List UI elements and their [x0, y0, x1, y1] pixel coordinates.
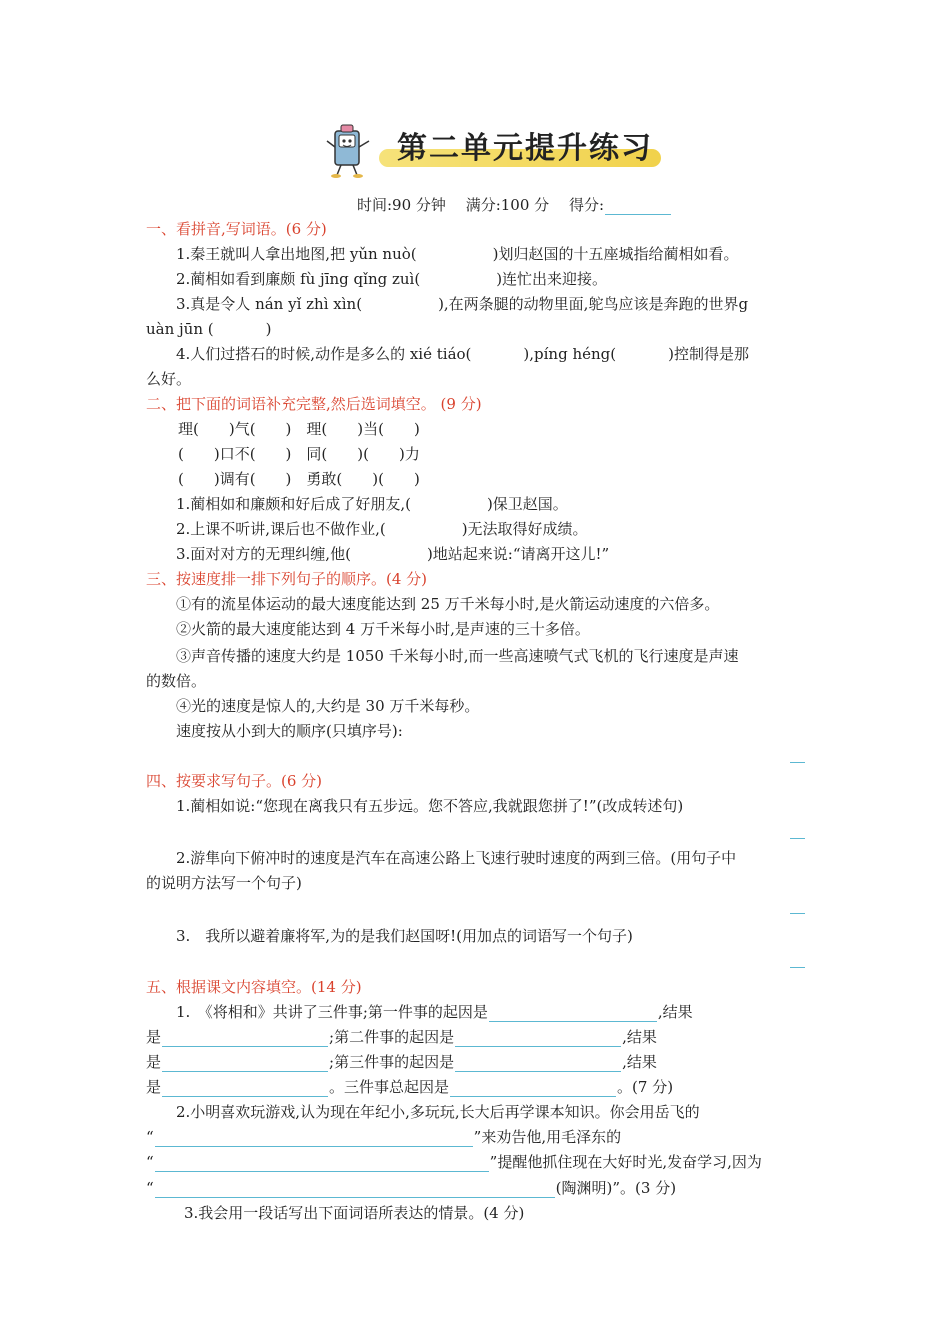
book-mascot-icon: [323, 123, 375, 179]
answer-underline[interactable]: [155, 1183, 555, 1198]
answer-underline[interactable]: [455, 1057, 621, 1072]
s2-words-row-2: ( )口不( ) 同( )( )力: [178, 445, 420, 463]
s4-question-2: 2.游隼向下俯冲时的速度是汽车在高速公路上飞速行驶时速度的两到三倍。(用句子中: [176, 849, 737, 867]
s5-part-2-line-b: “ ”来劝告他,用毛泽东的: [146, 1128, 622, 1146]
section-3-heading: 三、按速度排一排下列句子的顺序。(4 分): [146, 570, 428, 588]
answer-underline[interactable]: [162, 1082, 328, 1097]
s3-item-3: ③声音传播的速度大约是 1050 千米每小时,而一些高速喷气式飞机的飞行速度是声速: [176, 647, 739, 665]
s1-question-2: 2.蔺相如看到廉颇 fù jīng qǐng zuì( )连忙出来迎接。: [176, 270, 608, 288]
s1-question-4: 4.人们过搭石的时候,动作是多么的 xié tiáo( ),píng héng( )控制得是那: [176, 345, 749, 363]
answer-underline[interactable]: [162, 1032, 328, 1047]
s3-item-3-cont: 的数倍。: [146, 672, 207, 690]
s2-fill-2: 2.上课不听讲,课后也不做作业,( )无法取得好成绩。: [176, 520, 588, 538]
score-label: 得分:: [568, 196, 604, 214]
section-4-heading: 四、按要求写句子。(6 分): [146, 772, 323, 790]
answer-line-end[interactable]: [790, 913, 805, 914]
s3-item-4: ④光的速度是惊人的,大约是 30 万千米每秒。: [176, 697, 480, 715]
answer-underline[interactable]: [450, 1082, 616, 1097]
s3-order-prompt: 速度按从小到大的顺序(只填序号):: [176, 722, 403, 740]
answer-line-end[interactable]: [790, 838, 805, 839]
s1-question-1: 1.秦王就叫人拿出地图,把 yǔn nuò( )划归赵国的十五座城指给蔺相如看。: [176, 245, 739, 263]
s5-part-2-line-d: “ (陶渊明)”。(3 分): [146, 1179, 677, 1197]
s5-part-3: 3.我会用一段话写出下面词语所表达的情景。(4 分): [184, 1204, 525, 1222]
full-score: 满分:100 分: [465, 196, 550, 214]
answer-underline[interactable]: [155, 1132, 473, 1147]
answer-underline[interactable]: [489, 1007, 657, 1022]
s4-question-2-cont: 的说明方法写一个句子): [146, 874, 302, 892]
section-5-heading: 五、根据课文内容填空。(14 分): [146, 978, 362, 996]
s4-question-1: 1.蔺相如说:“您现在离我只有五步远。您不答应,我就跟您拼了!”(改成转述句): [176, 797, 684, 815]
page-title: 第二单元提升练习: [397, 131, 653, 166]
s5-line-4: 是 。三件事总起因是 。(7 分): [146, 1078, 674, 1096]
s1-question-3: 3.真是令人 nán yǐ zhì xìn( ),在两条腿的动物里面,鸵鸟应该是奔跑的世界g: [176, 295, 749, 313]
s3-item-1: ①有的流星体运动的最大速度能达到 25 万千米每小时,是火箭运动速度的六倍多。: [176, 595, 720, 613]
answer-line-end[interactable]: [790, 967, 805, 968]
exam-meta: [357, 195, 672, 215]
s3-item-2: ②火箭的最大速度能达到 4 万千米每小时,是声速的三十多倍。: [176, 620, 590, 638]
s5-line-1: 1. 《将相和》共讲了三件事;第一件事的起因是 ,结果: [176, 1003, 693, 1021]
s2-words-row-1: 理( )气( ) 理( )当( ): [178, 420, 420, 438]
s4-question-3: 3. 我所以避着廉将军,为的是我们赵国呀!(用加点的词语写一个句子): [176, 927, 633, 945]
title-banner: [323, 123, 663, 179]
s5-part-2: 2.小明喜欢玩游戏,认为现在年纪小,多玩玩,长大后再学课本知识。你会用岳飞的: [176, 1103, 700, 1121]
answer-underline[interactable]: [162, 1057, 328, 1072]
section-2-heading: 二、把下面的词语补充完整,然后选词填空。 (9 分): [146, 395, 482, 413]
s2-fill-1: 1.蔺相如和廉颇和好后成了好朋友,( )保卫赵国。: [176, 495, 568, 513]
time-limit: 时间:90 分钟: [357, 196, 446, 214]
section-1-heading: 一、看拼音,写词语。(6 分): [146, 220, 327, 238]
s1-question-3-cont: uàn jūn ( ): [146, 320, 272, 338]
answer-underline[interactable]: [455, 1032, 621, 1047]
s2-fill-3: 3.面对对方的无理纠缠,他( )地站起来说:“请离开这儿!”: [176, 545, 610, 563]
s5-part-2-line-c: “ ”提醒他抓住现在大好时光,发奋学习,因为: [146, 1153, 762, 1171]
s1-question-4-cont: 么好。: [146, 370, 192, 388]
s5-line-2: 是 ;第二件事的起因是 ,结果: [146, 1028, 657, 1046]
s2-words-row-3: ( )调有( ) 勇敢( )( ): [178, 470, 420, 488]
score-blank[interactable]: [605, 200, 671, 215]
answer-line-end[interactable]: [790, 762, 805, 763]
answer-underline[interactable]: [155, 1157, 489, 1172]
s5-line-3: 是 ;第三件事的起因是 ,结果: [146, 1053, 657, 1071]
